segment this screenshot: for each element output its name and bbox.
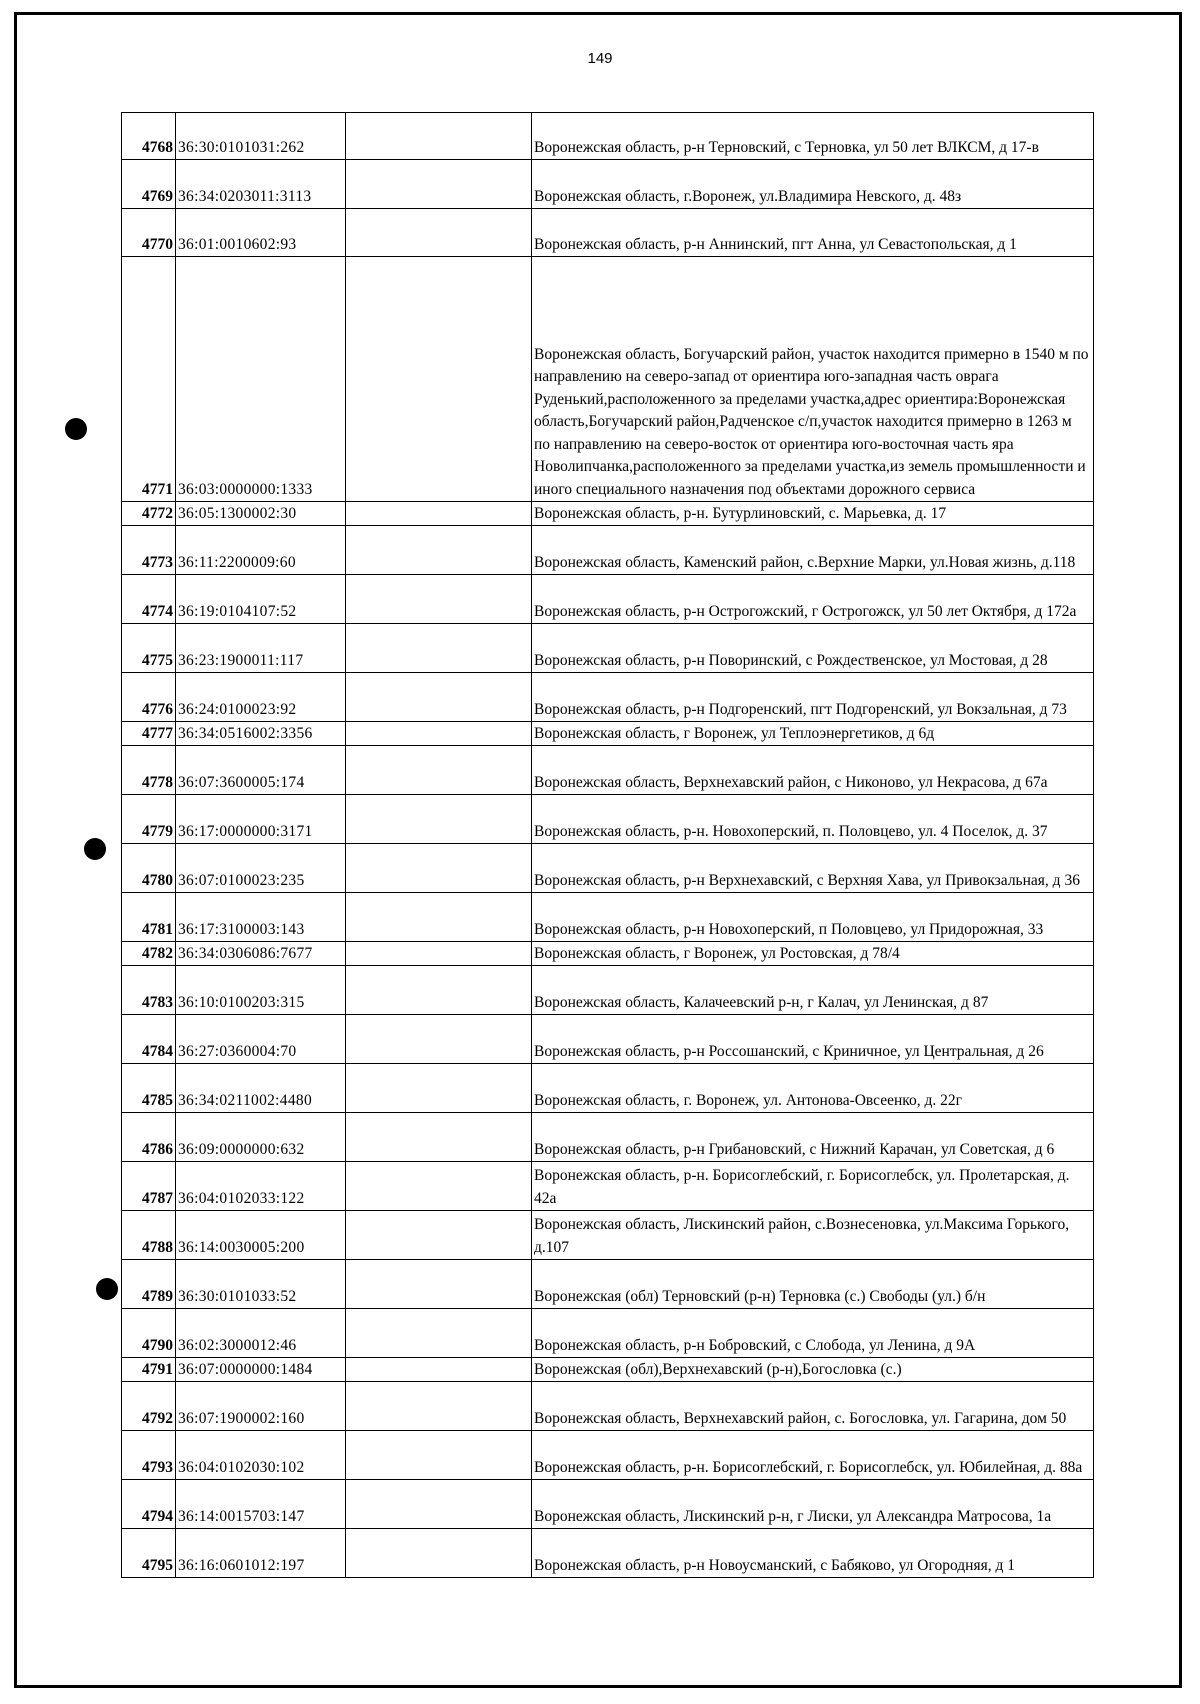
- address: Воронежская область, р-н Грибановский, с Нижний Карачан, ул Советская, д 6: [532, 1113, 1094, 1162]
- cadastral-number: 36:17:3100003:143: [176, 893, 346, 942]
- row-number: 4768: [122, 113, 176, 160]
- empty-cell: [346, 502, 532, 526]
- address: Воронежская область, р-н Поворинский, с Рождественское, ул Мостовая, д 28: [532, 624, 1094, 673]
- cadastral-number: 36:30:0101033:52: [176, 1260, 346, 1309]
- address: Воронежская область, р-н. Новохоперский, п. Половцево, ул. 4 Поселок, д. 37: [532, 795, 1094, 844]
- empty-cell: [346, 893, 532, 942]
- table-row: [122, 893, 1094, 942]
- empty-cell: [346, 1260, 532, 1309]
- empty-cell: [346, 526, 532, 575]
- table-row: [122, 1260, 1094, 1309]
- cadastral-number: 36:11:2200009:60: [176, 526, 346, 575]
- cadastral-number: 36:34:0516002:3356: [176, 722, 346, 746]
- row-number: 4785: [122, 1064, 176, 1113]
- empty-cell: [346, 795, 532, 844]
- empty-cell: [346, 1358, 532, 1382]
- table-row: [122, 1529, 1094, 1578]
- page-number: 149: [587, 50, 613, 67]
- table-row: [122, 526, 1094, 575]
- table-row: [122, 1309, 1094, 1358]
- table-row: [122, 575, 1094, 624]
- cadastral-number: 36:04:0102033:122: [176, 1162, 346, 1211]
- cadastral-number: 36:24:0100023:92: [176, 673, 346, 722]
- empty-cell: [346, 113, 532, 160]
- row-number: 4790: [122, 1309, 176, 1358]
- address: Воронежская область, Лискинский район, с.Вознесеновка, ул.Максима Горького, д.107: [532, 1211, 1094, 1260]
- row-number: 4786: [122, 1113, 176, 1162]
- row-number: 4792: [122, 1382, 176, 1431]
- table-row: [122, 502, 1094, 526]
- cadastral-number: 36:05:1300002:30: [176, 502, 346, 526]
- cadastral-number: 36:07:0000000:1484: [176, 1358, 346, 1382]
- address: Воронежская область, р-н Подгоренский, пгт Подгоренский, ул Вокзальная, д 73: [532, 673, 1094, 722]
- row-number: 4770: [122, 209, 176, 257]
- cadastral-number: 36:19:0104107:52: [176, 575, 346, 624]
- row-number: 4787: [122, 1162, 176, 1211]
- row-number: 4776: [122, 673, 176, 722]
- row-number: 4781: [122, 893, 176, 942]
- row-number: 4773: [122, 526, 176, 575]
- row-number: 4777: [122, 722, 176, 746]
- address: Воронежская область, р-н. Борисоглебский, г. Борисоглебск, ул. Пролетарская, д. 42а: [532, 1162, 1094, 1211]
- table-row: [122, 746, 1094, 795]
- empty-cell: [346, 160, 532, 209]
- row-number: 4772: [122, 502, 176, 526]
- empty-cell: [346, 624, 532, 673]
- address: Воронежская область, Каменский район, с.Верхние Марки, ул.Новая жизнь, д.118: [532, 526, 1094, 575]
- address: Воронежская область, г.Воронеж, ул.Владимира Невского, д. 48з: [532, 160, 1094, 209]
- cadastral-number: 36:04:0102030:102: [176, 1431, 346, 1480]
- table-row: [122, 1382, 1094, 1431]
- row-number: 4775: [122, 624, 176, 673]
- row-number: 4780: [122, 844, 176, 893]
- table-row: [122, 113, 1094, 160]
- address: Воронежская область, г Воронеж, ул Теплоэнергетиков, д 6д: [532, 722, 1094, 746]
- address: Воронежская область, р-н. Борисоглебский, г. Борисоглебск, ул. Юбилейная, д. 88а: [532, 1431, 1094, 1480]
- empty-cell: [346, 575, 532, 624]
- empty-cell: [346, 844, 532, 893]
- table-row: [122, 1358, 1094, 1382]
- punch-hole-middle: [84, 838, 106, 860]
- empty-cell: [346, 966, 532, 1015]
- empty-cell: [346, 942, 532, 966]
- table-row: [122, 160, 1094, 209]
- table-row: [122, 257, 1094, 502]
- address: Воронежская область, г. Воронеж, ул. Антонова-Овсеенко, д. 22г: [532, 1064, 1094, 1113]
- table-row: [122, 673, 1094, 722]
- empty-cell: [346, 1431, 532, 1480]
- row-number: 4788: [122, 1211, 176, 1260]
- row-number: 4778: [122, 746, 176, 795]
- address: Воронежская область, р-н Бобровский, с Слобода, ул Ленина, д 9А: [532, 1309, 1094, 1358]
- address: Воронежская область, р-н. Бутурлиновский, с. Марьевка, д. 17: [532, 502, 1094, 526]
- address: Воронежская область, р-н Верхнехавский, с Верхняя Хава, ул Привокзальная, д 36: [532, 844, 1094, 893]
- table-row: [122, 942, 1094, 966]
- table-row: [122, 1480, 1094, 1529]
- address: Воронежская область, г Воронеж, ул Ростовская, д 78/4: [532, 942, 1094, 966]
- empty-cell: [346, 1015, 532, 1064]
- empty-cell: [346, 1529, 532, 1578]
- address: Воронежская область, р-н Терновский, с Терновка, ул 50 лет ВЛКСМ, д 17-в: [532, 113, 1094, 160]
- row-number: 4793: [122, 1431, 176, 1480]
- address: Воронежская область, р-н Аннинский, пгт Анна, ул Севастопольская, д 1: [532, 209, 1094, 257]
- row-number: 4769: [122, 160, 176, 209]
- cadastral-number: 36:07:1900002:160: [176, 1382, 346, 1431]
- cadastral-number: 36:02:3000012:46: [176, 1309, 346, 1358]
- table-row: [122, 1064, 1094, 1113]
- empty-cell: [346, 722, 532, 746]
- empty-cell: [346, 1113, 532, 1162]
- table-row: [122, 209, 1094, 257]
- address: Воронежская область, Богучарский район, участок находится примерно в 1540 м по направлению на северо-запад от ориентира юго-западная часть оврага Руденький,расположенного за пределами участка,адрес ориентира:Воронежская область,Богучарский район,Радченское с/п,участок находится примерно в 1263 м по направлению на северо-восток от ориентира юго-восточная часть яра Новолипчанка,расположенного за пределами участка,из земель промышленности и иного специального назначения под объектами дорожного сервиса: [532, 257, 1094, 502]
- empty-cell: [346, 1211, 532, 1260]
- table-row: [122, 1113, 1094, 1162]
- cadastral-number: 36:03:0000000:1333: [176, 257, 346, 502]
- address: Воронежская область, Верхнехавский район, с Никоново, ул Некрасова, д 67а: [532, 746, 1094, 795]
- table-row: [122, 1162, 1094, 1211]
- table-row: [122, 1015, 1094, 1064]
- cadastral-number: 36:34:0306086:7677: [176, 942, 346, 966]
- cadastral-number: 36:01:0010602:93: [176, 209, 346, 257]
- row-number: 4782: [122, 942, 176, 966]
- cadastral-number: 36:34:0203011:3113: [176, 160, 346, 209]
- cadastral-number: 36:09:0000000:632: [176, 1113, 346, 1162]
- empty-cell: [346, 1309, 532, 1358]
- cadastral-number: 36:30:0101031:262: [176, 113, 346, 160]
- cadastral-number: 36:16:0601012:197: [176, 1529, 346, 1578]
- table-row: [122, 1211, 1094, 1260]
- cadastral-number: 36:17:0000000:3171: [176, 795, 346, 844]
- table-row: [122, 966, 1094, 1015]
- empty-cell: [346, 1162, 532, 1211]
- cadastral-number: 36:07:3600005:174: [176, 746, 346, 795]
- punch-hole-top: [65, 418, 87, 440]
- address: Воронежская (обл),Верхнехавский (р-н),Богословка (с.): [532, 1358, 1094, 1382]
- empty-cell: [346, 673, 532, 722]
- table-row: [122, 844, 1094, 893]
- row-number: 4789: [122, 1260, 176, 1309]
- cadastral-number: 36:23:1900011:117: [176, 624, 346, 673]
- row-number: 4795: [122, 1529, 176, 1578]
- row-number: 4791: [122, 1358, 176, 1382]
- empty-cell: [346, 1480, 532, 1529]
- address: Воронежская область, р-н Новоусманский, с Бабяково, ул Огородняя, д 1: [532, 1529, 1094, 1578]
- empty-cell: [346, 257, 532, 502]
- cadastral-number: 36:34:0211002:4480: [176, 1064, 346, 1113]
- empty-cell: [346, 209, 532, 257]
- empty-cell: [346, 746, 532, 795]
- cadastral-number: 36:27:0360004:70: [176, 1015, 346, 1064]
- empty-cell: [346, 1064, 532, 1113]
- row-number: 4771: [122, 257, 176, 502]
- punch-hole-bottom: [96, 1278, 118, 1300]
- row-number: 4784: [122, 1015, 176, 1064]
- registry-table: [121, 112, 1094, 1578]
- address: Воронежская область, Верхнехавский район, с. Богословка, ул. Гагарина, дом 50: [532, 1382, 1094, 1431]
- address: Воронежская область, Калачеевский р-н, г Калач, ул Ленинская, д 87: [532, 966, 1094, 1015]
- cadastral-number: 36:14:0015703:147: [176, 1480, 346, 1529]
- table-row: [122, 722, 1094, 746]
- empty-cell: [346, 1382, 532, 1431]
- address: Воронежская область, р-н Острогожский, г Острогожск, ул 50 лет Октября, д 172а: [532, 575, 1094, 624]
- address: Воронежская область, р-н Новохоперский, п Половцево, ул Придорожная, 33: [532, 893, 1094, 942]
- table-row: [122, 1431, 1094, 1480]
- address: Воронежская область, р-н Россошанский, с Криничное, ул Центральная, д 26: [532, 1015, 1094, 1064]
- cadastral-number: 36:07:0100023:235: [176, 844, 346, 893]
- registry-body: [122, 113, 1094, 1578]
- address: Воронежская область, Лискинский р-н, г Лиски, ул Александра Матросова, 1а: [532, 1480, 1094, 1529]
- row-number: 4779: [122, 795, 176, 844]
- row-number: 4783: [122, 966, 176, 1015]
- row-number: 4774: [122, 575, 176, 624]
- address: Воронежская (обл) Терновский (р-н) Терновка (с.) Свободы (ул.) б/н: [532, 1260, 1094, 1309]
- table-row: [122, 624, 1094, 673]
- cadastral-number: 36:10:0100203:315: [176, 966, 346, 1015]
- row-number: 4794: [122, 1480, 176, 1529]
- cadastral-number: 36:14:0030005:200: [176, 1211, 346, 1260]
- table-row: [122, 795, 1094, 844]
